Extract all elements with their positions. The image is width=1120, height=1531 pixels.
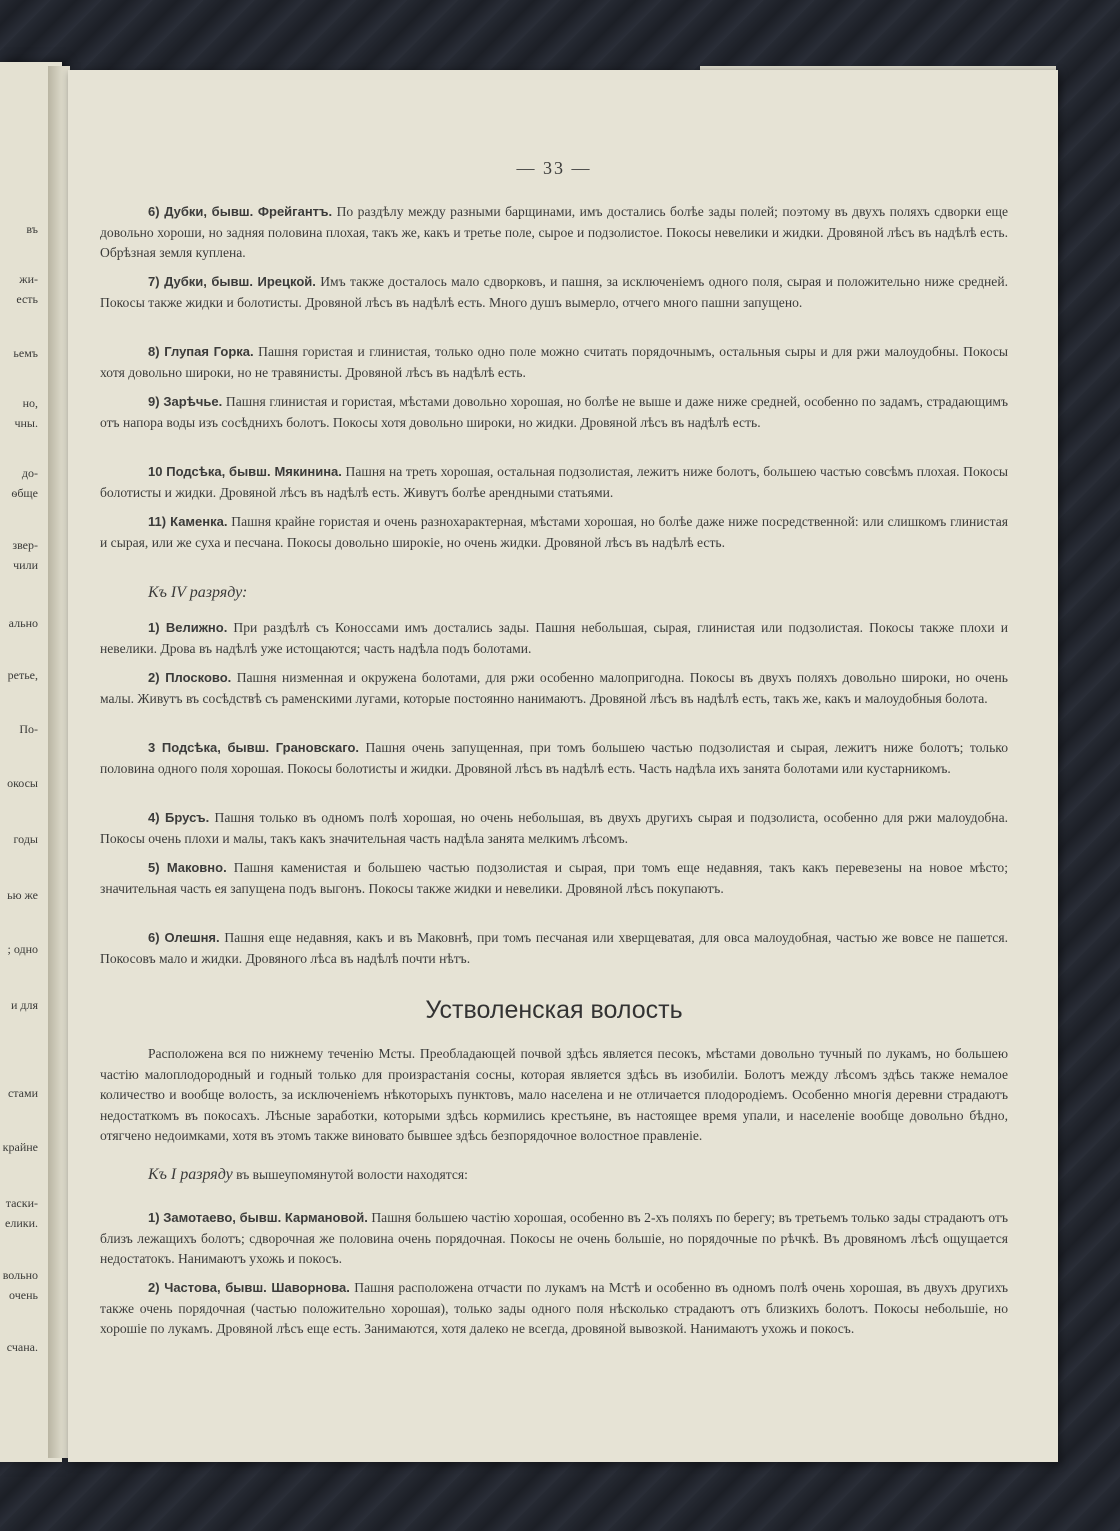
village-entry <box>100 808 1008 849</box>
village-name: 4) Брусъ. <box>148 810 210 825</box>
margin-fragment: до- <box>21 466 38 480</box>
village-description: Пашня низменная и окружена болотами, для ржи особенно малопригодна. Покосы въ двухъ поляхъ довольно широки, но очень малы. Живутъ въ сосѣдствѣ съ раменскими лугами, которые постоянно нанимаютъ. Дровяной лѣсъ въ надѣлѣ есть, такъ же, какъ и малоудобныя болота. <box>100 670 1009 706</box>
margin-fragment: ью же <box>7 888 38 902</box>
village-name: 8) Глупая Горка. <box>148 344 254 359</box>
village-entry <box>100 1208 1008 1270</box>
village-name: 9) Зарѣчье. <box>148 394 223 409</box>
document-page <box>68 70 1058 1462</box>
village-entry <box>100 618 1008 659</box>
village-entry <box>100 392 1008 433</box>
margin-fragment: елики. <box>5 1216 38 1230</box>
village-entry <box>100 272 1008 313</box>
margin-fragment: ретье, <box>7 668 38 682</box>
village-description: Пашня большею частію хорошая, особенно въ 2-хъ поляхъ по берегу; въ третьемъ только зады страдаютъ отъ близъ лежащихъ болотъ; сдворочная же половина очень порядочная. Покосы не очень большіе, но порядочные по рѣчкѣ. Въ дровяномъ лѣсѣ ощущается недостатокъ. Нанимаютъ ухожь и покосъ. <box>100 1210 1009 1266</box>
margin-fragment: чили <box>13 558 38 572</box>
village-name: 1) Велижно. <box>148 620 228 635</box>
margin-fragment: есть <box>16 292 38 306</box>
margin-fragment: таски- <box>5 1196 38 1210</box>
rank-heading: Къ IV разряду: <box>148 584 248 601</box>
village-description: Пашня каменистая и большею частью подзолистая и сырая, при томъ еще недавняя, такъ какъ перевезены на новое мѣсто; значительная часть ея запущена подъ выгонъ. Покосы также жидки и невелики. Дровяной лѣсъ покупаютъ. <box>100 860 1009 896</box>
margin-fragment: жи- <box>19 272 38 286</box>
rank-heading-rest: въ вышеупомянутой волости находятся: <box>232 1167 468 1182</box>
rank-heading-label: Къ I разряду <box>148 1166 233 1183</box>
section-title: Устволенская волость <box>425 996 683 1024</box>
margin-fragment: По- <box>19 722 38 736</box>
village-name: 10 Подсѣка, бывш. Мякинина. <box>148 464 342 479</box>
village-description: Имъ также досталось мало сдворковъ, и пашня, за исключеніемъ одного поля, сырая и положительно ниже средней. Покосы также жидки и болотисты. Дровяной лѣсъ въ надѣлѣ есть. Много душъ вымерло, отчего много пашни запущено. <box>100 274 1009 310</box>
village-description: Пашня расположена отчасти по лукамъ на Мстѣ и особенно въ одномъ полѣ очень хорошая, въ двухъ другихъ также очень порядочная (частью положительно хорошая), только зады одного поля нѣсколько страдаютъ отъ близкихъ болотъ. Покосы небольшіе, но хорошіе по лукамъ. Дровяной лѣсъ еще есть. Занимаются, хотя далеко не всегда, дровяной вывозкой. Нанимаютъ ухожь и покосъ. <box>100 1280 1008 1336</box>
section-intro: Расположена вся по нижнему теченію Мсты. Преобладающей почвой здѣсь является песокъ, мѣстами довольно тучный по лукамъ, но большею частію малоплодородный и годный только для произрастанія сосны, которая является здѣсь въ изобиліи. Болотъ между лѣсомъ здѣсь также немалое количество и вообще волость, за исключеніемъ нѣкоторыхъ пунктовъ, мало населена и не отличается плодородіемъ. Особенно многія деревни страдаютъ недостаткомъ въ покосахъ. Лѣсные заработки, которыми здѣсь кормились крестьяне, въ настоящее время упали, и населеніе вообще довольно бѣдно, отягчено недоимками, хотя въ этомъ также виновато бывшее здѣсь безпорядочное волостное правленіе. <box>100 1046 1008 1143</box>
margin-fragment: годы <box>13 832 38 846</box>
village-entry <box>100 512 1008 553</box>
margin-fragment: ьемъ <box>13 346 38 360</box>
village-description: По раздѣлу между разными барщинами, имъ достались болѣе зады полей; поэтому въ двухъ поляхъ сдворки еще довольно хороши, но задняя половина плохая, такъ же, какъ и третье поле, сырое и подзолистое. Покосы невелики и жидки. Дровяной лѣсъ въ надѣлѣ есть. Обрѣзная земля куплена. <box>100 204 1009 260</box>
village-name: 2) Частова, бывш. Шаворнова. <box>148 1280 350 1295</box>
village-description: Пашня только въ одномъ полѣ хорошая, но очень небольшая, въ двухъ другихъ сырая и подзолиста, особенно для ржи малоудобна. Покосы очень плохи и малы, такъ какъ значительная часть надѣла занята мелкимъ лѣсомъ. <box>100 810 1009 846</box>
village-description: Пашня очень запущенная, при томъ большею частью подзолистая и сырая, лежитъ ниже болотъ; только половина одного поля хорошая. Покосы болотисты и жидки. Дровяной лѣсъ въ надѣлѣ есть. Часть надѣла ихъ занята болотами или кустарникомъ. <box>100 740 1008 776</box>
village-name: 6) Дубки, бывш. Фрейгантъ. <box>148 204 333 219</box>
rank-heading <box>148 1166 468 1184</box>
village-entry <box>100 928 1008 969</box>
village-entry <box>100 858 1008 899</box>
margin-fragment: чны. <box>14 416 38 430</box>
margin-fragment: звер- <box>12 538 38 552</box>
margin-fragment: ; одно <box>7 942 38 956</box>
margin-fragment: въ <box>26 222 38 236</box>
margin-fragment: очень <box>9 1288 38 1302</box>
village-description: При раздѣлѣ съ Коноссами имъ достались зады. Пашня небольшая, сырая, глинистая или подзолистая. Покосы также плохи и невелики. Дрова въ надѣлѣ уже истощаются; часть надѣла подъ болотами. <box>100 620 1008 656</box>
village-entry <box>100 202 1008 264</box>
margin-fragment: крайне <box>2 1140 38 1154</box>
margin-fragment: ѳбще <box>11 486 38 500</box>
village-entry <box>100 1278 1008 1340</box>
village-name: 1) Замотаево, бывш. Карманoвой. <box>148 1210 368 1225</box>
page-number: — 33 — <box>516 158 592 178</box>
village-entry <box>100 342 1008 383</box>
village-description: Пашня глинистая и гористая, мѣстами довольно хорошая, но болѣе не выше и даже ниже средней, особенно по задамъ, страдающимъ отъ напора воды изъ сосѣднихъ болотъ. Покосы хотя довольно широки, но жидки. Дровяной лѣсъ въ надѣлѣ есть. <box>100 394 1008 430</box>
village-name: 11) Каменка. <box>148 514 228 529</box>
margin-fragment: стами <box>7 1086 38 1100</box>
village-name: 2) Плосково. <box>148 670 232 685</box>
village-entry <box>100 738 1008 779</box>
margin-fragment: вольно <box>2 1268 38 1282</box>
village-name: 6) Олешня. <box>148 930 220 945</box>
margin-fragment: окосы <box>7 776 38 790</box>
village-entry <box>100 462 1008 503</box>
margin-fragment: ально <box>8 616 38 630</box>
village-name: 7) Дубки, бывш. Ирецкой. <box>148 274 316 289</box>
margin-fragment: но, <box>22 396 38 410</box>
margin-fragment: и для <box>10 998 38 1012</box>
village-description: Пашня крайне гористая и очень разнохарактерная, мѣстами хорошая, но болѣе даже ниже посредственной: или слишкомъ глинистая и сырая, или же суха и песчана. Покосы довольно широкіе, но очень жидки. Дровяной лѣсъ въ надѣлѣ есть. <box>100 514 1008 550</box>
village-description: Пашня гористая и глинистая, только одно поле можно считать порядочнымъ, остальныя сыры и для ржи малоудобны. Покосы хотя довольно широки, но не травянисты. Дровяной лѣсъ въ надѣлѣ есть. <box>100 344 1008 380</box>
village-description: Пашня еще недавняя, какъ и въ Маковнѣ, при томъ песчаная или хверщеватая, для овса малоудобная, частью же вовсе не пашется. Покосовъ мало и жидки. Дровяного лѣса въ надѣлѣ почти нѣтъ. <box>100 930 1008 966</box>
village-entry <box>100 668 1008 709</box>
village-name: 3 Подсѣка, бывш. Грановскаго. <box>148 740 360 755</box>
village-name: 5) Маковно. <box>148 860 227 875</box>
book-gutter <box>48 66 70 1458</box>
margin-fragment: счана. <box>6 1340 38 1354</box>
village-description: Пашня на треть хорошая, остальная подзолистая, лежитъ ниже болотъ, большею частью совсѣмъ плохая. Покосы болотисты и жидки. Дровяной лѣсъ въ надѣлѣ есть. Живутъ болѣе арендными статьями. <box>100 464 1008 500</box>
